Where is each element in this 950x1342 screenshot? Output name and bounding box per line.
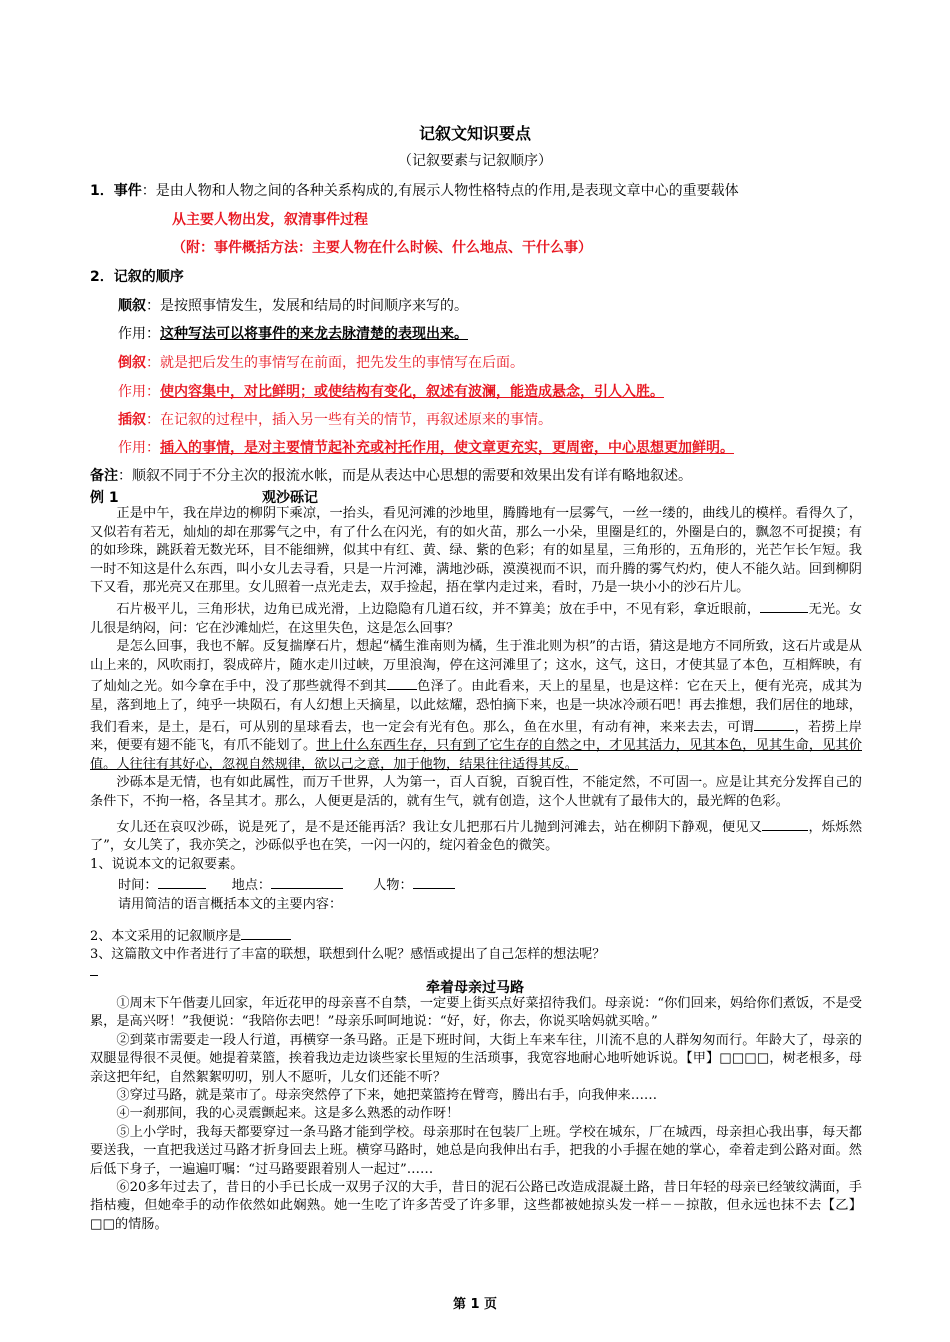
q1-time-blank: [158, 874, 206, 889]
section-1-line: [90, 180, 739, 200]
daoxu-effect-line: [118, 381, 664, 401]
section-1-summary-method: （附：事件概括方法：主要人物在什么时候、什么地点、干什么事）: [172, 240, 592, 256]
ex2-paragraph-2: ②到菜市需要走一段人行道，再横穿一条马路。正是下班时间，大街上车来车往，川流不息的人群匆匆而行。年龄大了，母亲的双腿显得很不灵便。她提着菜篮，挨着我边走边谈些家长里短的生活琐事，我宽容地耐心地听她诉说。【甲】□□□□，树老根多，母亲这把年纪，自然絮絮叨叨，别人不愿听，儿女们还能不听？: [90, 1032, 862, 1085]
note-label: 备注: [90, 468, 118, 484]
q2-blank: [241, 925, 291, 940]
ex1-blank-3: [754, 716, 794, 731]
example-1-title: 观沙砾记: [262, 490, 318, 506]
ex1-paragraph-3: [90, 638, 862, 774]
ex1-blank-4: [762, 816, 808, 831]
shunxu-effect-line: [118, 323, 468, 343]
ex1-p3-text-a: 是怎么回事，我也不解。反复揣摩石片，想起“橘生淮南则为橘，生于淮北则为枳”的古语，猜这是地方不同所致，这石片或是从山上来的，风吹雨打，裂成碎片，随水走川过峡，万里浪淘，停在这河滩里了；这水，这气，这日，才使其显了本色，互相辉映，有了灿灿之光。如今拿在手中，没了那些就得不到其: [90, 639, 862, 695]
chaxu-effect-label: 作用：: [118, 440, 160, 456]
shunxu-effect-label: 作用：: [118, 326, 160, 342]
ex2-paragraph-5: ⑤上小学时，我每天都要穿过一条马路才能到学校。母亲那时在包装厂上班。学校在城东，厂在城西，母亲担心我出事，每天都要送我，一直把我送过马路才折身回去上班。横穿马路时，她总是向我伸出右手，把我的小手握在她的掌心，牵着走到公路对面。然后低下身子，一遍遍叮嘱：“过马路要跟着别人一起过”……: [90, 1124, 862, 1177]
ex1-question-1: 1、说说本文的记叙要素。: [90, 856, 244, 872]
note-line: [90, 465, 692, 485]
ex2-paragraph-4: ④一刹那间，我的心灵震颤起来。这是多么熟悉的动作呀！: [116, 1106, 460, 1122]
ex1-p2-text-b: 无光。女儿很是纳闷，问：它在沙滩灿烂，在这里失色，这是怎么回事？: [90, 601, 863, 636]
q1-person-label: 人物：: [373, 878, 413, 894]
shunxu-line: [118, 295, 468, 315]
example-1-label: 例 1: [90, 490, 119, 506]
ex1-p5-text-a: 女儿还在哀叹沙砾，说是死了，是不是还能再活？我让女儿把那石片儿抛到河滩去，站在柳阴下静观，便见又: [116, 819, 763, 835]
section-2-heading: 2．记叙的顺序: [90, 269, 184, 285]
daoxu-effect: 使内容集中，对比鲜明；或使结构有变化，叙述有波澜，能造成悬念，引人入胜。: [160, 384, 664, 400]
ex1-q1-summary: 请用简洁的语言概括本文的主要内容：: [118, 896, 343, 912]
daoxu-text: ：就是把后发生的事情写在前面，把先发生的事情写在后面。: [146, 355, 524, 371]
q1-place-label: 地点：: [231, 878, 272, 894]
ex1-p3-text-c: ，若捞上岸来，便要有翅不能飞，有爪不能划了。: [90, 719, 862, 754]
shunxu-text: ：是按照事情发生，发展和结局的时间顺序来写的。: [146, 298, 468, 314]
shunxu-effect: 这种写法可以将事件的来龙去脉清楚的表现出来。: [160, 326, 468, 342]
section-1-red-tip: 从主要人物出发，叙清事件过程: [172, 212, 368, 228]
example-1-body: [90, 505, 862, 914]
chaxu-effect-line: [118, 437, 734, 457]
ex1-p2-text-a: 石片极平儿，三角形状，边角已成光滑，上边隐隐有几道石纹，并不算美；放在手中，不见有彩，拿近眼前，: [116, 601, 761, 617]
shunxu-label: 顺叙: [118, 298, 146, 314]
section-1-number: 1．: [90, 183, 114, 199]
example-2-body: [90, 995, 862, 1234]
note-text: ：顺叙不同于不分主次的报流水帐，而是从表达中心思想的需要和效果出发有详有略地叙述。: [118, 468, 692, 484]
example-2-title: 牵着母亲过马路: [426, 980, 524, 996]
chaxu-effect: 插入的事情，是对主要情节起补充或衬托作用，使文章更充实，更周密，中心思想更加鲜明。: [160, 440, 734, 456]
ex1-p5-text-b: ，烁烁然了”，女儿笑了，我亦笑之，沙砾似乎也在笑，一闪一闪的，绽闪着金色的微笑。: [90, 819, 863, 854]
q1-time-label: 时间：: [118, 878, 158, 894]
ex1-p3-text-b: 色泽了。由此看来，天上的星星，也是这样：它在天上，便有光亮，成其为星，落到地上了，纯乎一块陨石，有人幻想上天摘星，以此炫耀，恐怕摘下来，也是一块冰冷顽石吧！再去推想，我们居住的地球，我们看来，是土，是石，可从别的星球看去，也一定会有光有色。那么，鱼在水里，有动有神，来来去去，可谓: [90, 679, 863, 735]
ex1-paragraph-4: 沙砾本是无情，也有如此属性，而万千世界，人为第一，百人百貌，百貌百性，不能定然，不可固一。应是让其充分发挥自己的条件下，不拘一格，各呈其才。那么，人便更是活的，就有生气，就有创造，这个人世就有了最伟大的，最光辉的色彩。: [90, 775, 862, 809]
daoxu-label: 倒叙: [118, 355, 146, 371]
ex1-p3-underlined: 世上什么东西生存，只有到了它生存的自然之中，才见其活力，见其本色，见其生命，见其价值。人往往有其好心，忽视自然规律，欲以己之意，加于他物，结果往往适得其反。: [90, 738, 862, 772]
section-1-label: 事件: [113, 183, 142, 199]
ex1-blank-2: [387, 675, 417, 690]
ex1-paragraph-5: [90, 816, 862, 856]
q1-place-blank: [271, 874, 343, 889]
chaxu-label: 插叙: [118, 412, 146, 428]
page-title: 记叙文知识要点: [418, 124, 531, 143]
daoxu-effect-label: 作用：: [118, 384, 160, 400]
q2-text: 2、本文采用的记叙顺序是: [90, 929, 242, 944]
ex1-q1-elements: [90, 874, 862, 896]
chaxu-text: ：在记叙的过程中，插入另一些有关的情节，再叙述原来的事情。: [146, 412, 552, 428]
ex1-question-3: 3、这篇散文中作者进行了丰富的联想，联想到什么呢？感悟或提出了自己怎样的想法呢？: [90, 947, 606, 962]
ex1-question-2: [90, 925, 291, 944]
ex2-paragraph-6: ⑥20多年过去了，昔日的小手已长成一双男子汉的大手，昔日的泥石公路已改造成混凝土路，昔日年轻的母亲已经皱纹满面，手指枯瘦，但她牵手的动作依然如此娴熟。她一生吃了许多苦受了许多罪，这些都被她掠头发一样－－掠散，但永远也抹不去【乙】□□的情肠。: [90, 1180, 862, 1232]
ex2-paragraph-3: ③穿过马路，就是菜市了。母亲突然停了下来，她把菜篮挎在臂弯，腾出右手，向我伸来……: [116, 1088, 658, 1104]
page-number: 第 1 页: [452, 1297, 498, 1312]
q1-person-blank: [413, 874, 455, 889]
ex1-paragraph-2: [90, 598, 862, 638]
section-1-text: ：是由人物和人物之间的各种关系构成的,有展示人物性格特点的作用,是表现文章中心的重要载体: [141, 183, 739, 199]
answer-mark: [90, 975, 98, 976]
chaxu-line: [118, 409, 552, 429]
ex1-paragraph-1: 正是中午，我在岸边的柳阴下乘凉，一抬头，看见河滩的沙地里，腾腾地有一层雾气，一丝一缕的，曲线儿的模样。看得久了，又似若有若无，灿灿的却在那雾气之中，有了什么在闪光，有的如火苗，那么一小朵，里圈是红的，外圈是白的，飘忽不可捉摸；有的如珍珠，跳跃着无数光环，目不能细辨，似其中有红、黄、绿、紫的色彩；有的如星星，三角形的，五角形的，光芒乍长乍短。我一时不知这是什么东西，叫小女儿去寻看，只是一片河滩，满地沙砾，漠漠视而不识，而升腾的雾气灼灼，使人不能久站。回到柳阴下又看，那光亮又在那里。女儿照着一点光走去，双手捡起，捂在掌内走过来，看时，乃是一块小小的沙石片儿。: [90, 506, 862, 596]
daoxu-line: [118, 352, 524, 372]
page-subtitle: （记叙要素与记叙顺序）: [398, 153, 552, 169]
ex2-paragraph-1: ①周末下午偕妻儿回家，年近花甲的母亲喜不自禁，一定要上街买点好菜招待我们。母亲说：“你们回来，妈给你们煮饭，不是受累，是高兴呀！”我便说：“我陪你去吧！”母亲乐呵呵地说：“好，好，你去，你说买啥妈就买啥。”: [90, 996, 862, 1030]
ex1-blank-1: [760, 598, 808, 613]
